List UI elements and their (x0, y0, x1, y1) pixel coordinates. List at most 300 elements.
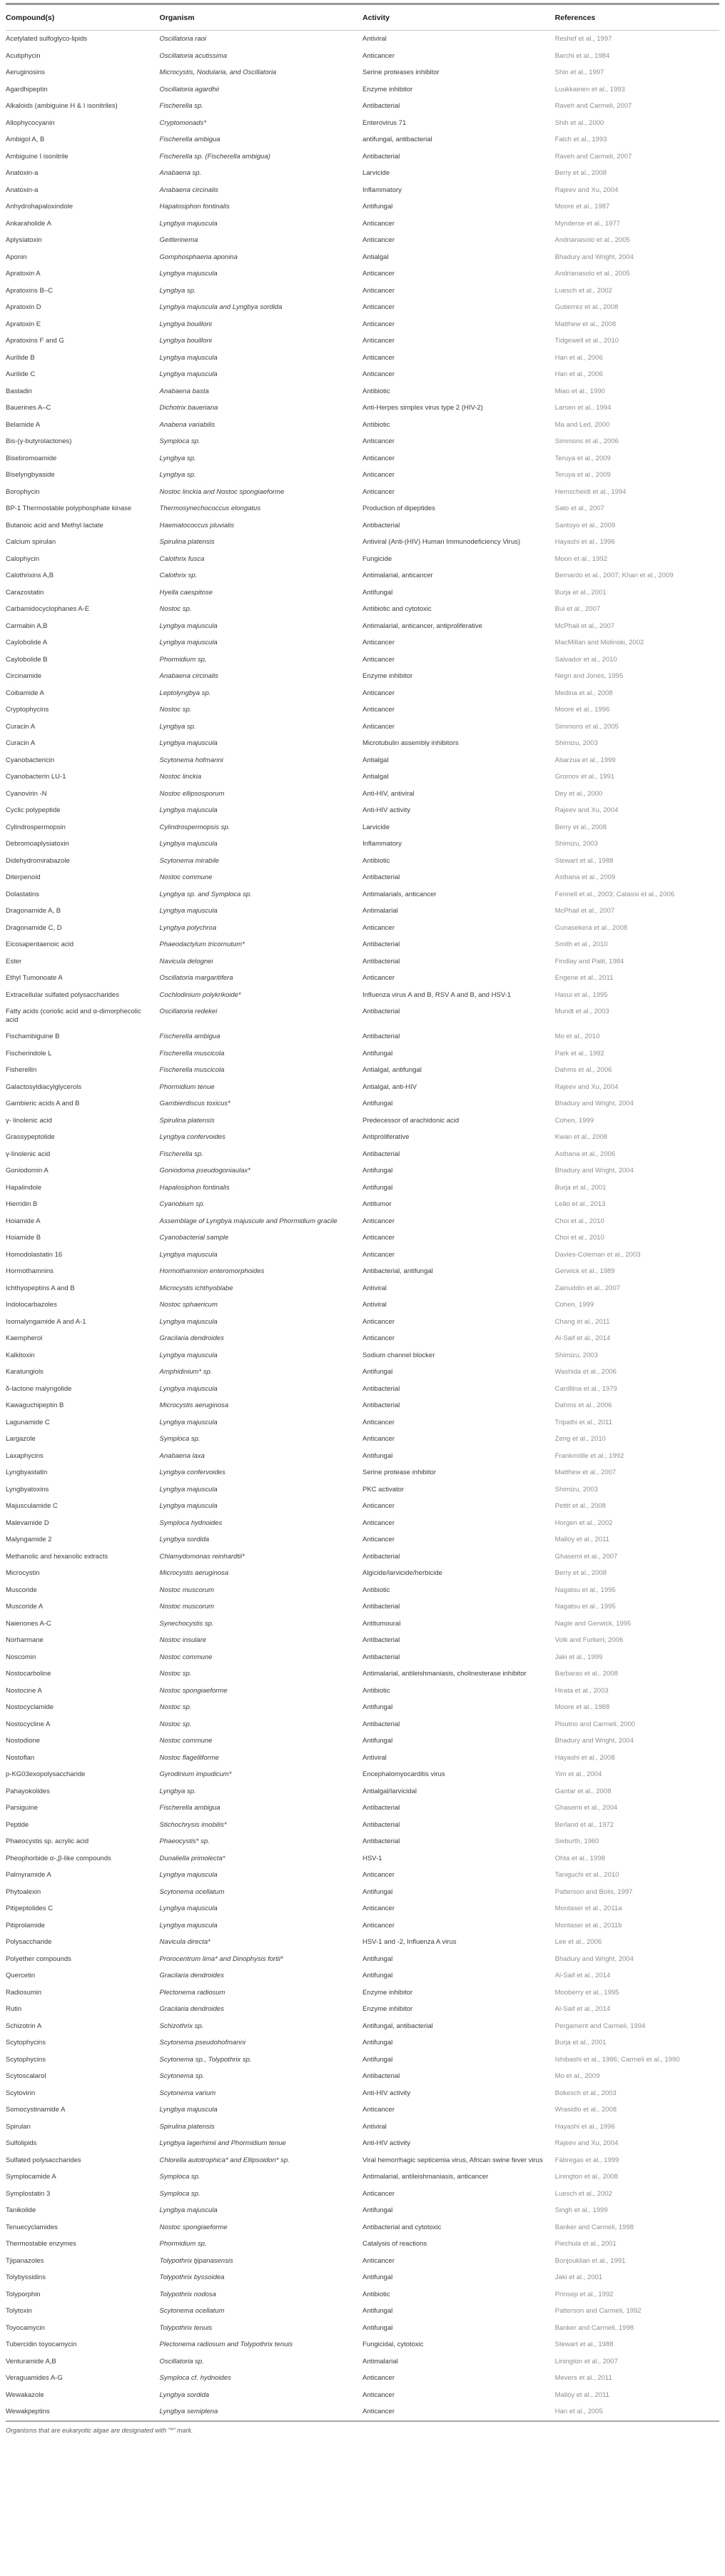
organism-cell: Lyngbya confervoides (159, 1133, 225, 1141)
activity-cell: Anticancer (362, 1435, 395, 1443)
organism-cell: Scytonema sp., Tolypothrix sp. (159, 2055, 252, 2064)
organism-cell: Fischerella sp. (159, 102, 203, 110)
organism-cell: Gracilaria dendroides (159, 1972, 224, 1979)
compound-cell: Belamide A (6, 420, 41, 429)
organism-cell: Nostoc sp. (159, 706, 192, 714)
activity-cell: Fungicidal, cytotoxic (362, 2341, 424, 2348)
compound-cell: p-KG03exopolysaccharide (6, 1770, 86, 1778)
organism-cell: Hormothamnion enteromorphoides (159, 1267, 265, 1275)
reference-cell: Miao et al., 1990 (554, 387, 605, 395)
organism-cell: Lyngbya majuscula (159, 639, 218, 646)
organism-cell: Lyngbya semiplena (159, 2408, 218, 2415)
reference-cell: Gantar et al., 2008 (554, 1787, 612, 1795)
organism-cell: Anabaena basta (159, 387, 209, 395)
compound-cell: Anatoxin-a (6, 169, 39, 177)
compound-cell: Majusculamide C (6, 1502, 58, 1510)
activity-cell: Antibacterial (362, 2072, 400, 2080)
reference-cell: Bhadury and Wright, 2004 (554, 253, 634, 261)
reference-cell: Zeng et al., 2010 (554, 1435, 606, 1443)
col-header-activity: Activity (362, 4, 555, 31)
activity-cell: Antibacterial, antifungal (362, 1267, 433, 1275)
organism-cell: Oscillatoria acutissima (159, 51, 228, 60)
reference-cell: Santoyo et al., 2009 (554, 521, 616, 529)
organism-cell: Lyngbya majuscula and Lyngbya sordida (159, 303, 283, 311)
organism-cell: Stichochrysis imobilis* (159, 1820, 227, 1829)
organism-cell: Symploca sp. (159, 2189, 201, 2198)
table-row (6, 1314, 719, 1331)
organism-cell: Plectonema radiosum (159, 1988, 225, 1997)
table-row (6, 701, 719, 719)
compound-cell: Biselyngbyaside (6, 471, 55, 479)
organism-cell: Microcystis ichthyoblabe (159, 1284, 233, 1292)
activity-cell: Sodium channel blocker (362, 1351, 435, 1359)
organism-cell: Nostoc linckia (159, 773, 202, 781)
organism-cell: Lyngbya bouilloni (159, 337, 212, 345)
organism-cell: Symploca sp. (159, 2173, 201, 2181)
table-row (6, 283, 719, 300)
compound-cell: Microcystin (6, 1569, 40, 1577)
activity-cell: Antibiotic (362, 856, 390, 865)
organism-cell: Cochlodinium polykrikoide* (159, 990, 241, 999)
compound-cell: Tenuecyclamides (6, 2223, 58, 2231)
reference-cell: Dahms et al., 2006 (554, 1401, 612, 1409)
reference-cell: Tripathi et al., 2011 (554, 1418, 612, 1426)
activity-cell: Antibacterial (362, 1552, 400, 1561)
reference-cell: Malloy et al., 2011 (554, 2390, 610, 2399)
activity-cell: Antimalarial, anticancer (362, 572, 433, 579)
reference-cell: Mo et al., 2009 (554, 2072, 600, 2080)
activity-cell: Antifungal (362, 1183, 393, 1192)
activity-cell: Antitumor (362, 1200, 392, 1208)
table-row (6, 98, 719, 115)
table-row (6, 1146, 719, 1163)
organism-cell: Oscillatoria redekei (159, 1008, 218, 1015)
compound-cell: γ-linolenic acid (6, 1150, 51, 1158)
organism-cell: Nostoc sp. (159, 1720, 192, 1728)
organism-cell: Lyngbya sp. (159, 471, 196, 479)
activity-cell: Antifungal (362, 1451, 393, 1460)
organism-cell: Anabaena circinalis (159, 186, 218, 194)
compound-cell: Cyclic polypeptide (6, 806, 61, 814)
compound-cell: Extracellular sulfated polysaccharides (6, 990, 119, 999)
reference-cell: Hirata et al., 2003 (554, 1686, 609, 1695)
compound-cell: Diterpenoid (6, 873, 41, 881)
table-row (6, 769, 719, 786)
activity-cell: Anti-Herpes simplex virus type 2 (HIV-2) (362, 404, 483, 412)
table-row (6, 517, 719, 534)
activity-cell: Antifungal (362, 2323, 393, 2332)
table-row (6, 1498, 719, 1515)
organism-cell: Chlorella autotrophica* and Ellipsoidon* sp. (159, 2156, 290, 2164)
table-row (6, 2320, 719, 2337)
compound-cell: Carbamidocyclophanes A-E (6, 605, 90, 613)
reference-cell: Engene et al., 2011 (554, 974, 614, 982)
table-row (6, 953, 719, 970)
reference-cell: Ohta et al., 1998 (554, 1854, 605, 1862)
table-row (6, 1967, 719, 1984)
table-row (6, 1649, 719, 1666)
organism-cell: Lyngbya confervoides (159, 1469, 225, 1476)
compound-cell: Gambieric acids A and B (6, 1100, 80, 1107)
reference-cell: Burja et al., 2001 (554, 588, 607, 597)
reference-cell: Gunasekera et al., 2008 (554, 923, 628, 932)
organism-cell: Goniodoma pseudogoniaulax* (159, 1167, 250, 1175)
organism-cell: Lyngbya majuscula (159, 1485, 218, 1494)
reference-cell: Han et al., 2006 (554, 353, 603, 362)
table-row (6, 802, 719, 819)
organism-cell: Phaeocystis* sp. (159, 1837, 210, 1845)
activity-cell: Antibacterial (362, 1636, 400, 1644)
table-row (6, 1330, 719, 1347)
organism-cell: Lyngbya majuscula (159, 370, 218, 378)
activity-cell: Antibacterial (362, 940, 400, 948)
table-row (6, 634, 719, 651)
compound-cell: Fischambiguine B (6, 1033, 60, 1040)
activity-cell: antifungal, antibacterial (362, 136, 432, 143)
table-row (6, 1263, 719, 1280)
compound-cell: Sulfated polysaccharides (6, 2156, 81, 2164)
reference-cell: Teruya et al., 2009 (554, 471, 611, 479)
reference-cell: Simmons et al., 2005 (554, 722, 619, 731)
reference-cell: Mynderse et al., 1977 (554, 219, 621, 228)
compound-cell: Thermostable enzymes (6, 2240, 76, 2248)
table-row (6, 869, 719, 886)
organism-cell: Tolypothrix tjipanasensis (159, 2256, 233, 2265)
activity-cell: Larvicide (362, 823, 390, 831)
compound-cell: Anhydrohapaloxindole (6, 203, 73, 211)
organism-cell: Nostoc spongiaeforme (159, 1686, 228, 1695)
reference-cell: Montaser et al., 2011b (554, 1921, 622, 1930)
activity-cell: Antimalarial, antileishmaniasis, cholinesterase inhibitor (362, 1670, 527, 1678)
compound-cell: Apratoxin D (6, 303, 41, 311)
organism-cell: Symploca cf. hydnoides (159, 2374, 231, 2382)
compound-cell: Cylindrospermopsin (6, 823, 66, 831)
table-row (6, 567, 719, 584)
compound-cell: Palmyramide A (6, 1871, 51, 1879)
activity-cell: Antifungal (362, 588, 393, 597)
activity-cell: Influenza virus A and B, RSV A and B, and HSV-1 (362, 990, 512, 999)
activity-cell: Viral hemorrhagic septicemia virus, African swine fever virus (362, 2156, 543, 2164)
reference-cell: Ma and Led, 2000 (554, 420, 610, 429)
compound-cell: Toyocamycin (6, 2323, 45, 2332)
organism-cell: Navicula directa* (159, 1938, 211, 1946)
reference-cell: Luukkainen et al., 1993 (554, 85, 625, 93)
organism-cell: Scytonema mirabile (159, 856, 219, 865)
organism-cell: Calothrix fusca (159, 554, 205, 563)
compound-cell: Cryptophycins (6, 706, 49, 714)
table-row (6, 1833, 719, 1850)
compound-cell: Aponin (6, 253, 27, 261)
compound-cell: Norharmane (6, 1636, 44, 1644)
activity-cell: Antiproliferative (362, 1133, 410, 1141)
reference-cell: Bhadury and Wright, 2004 (554, 1167, 634, 1175)
compound-cell: Karatungiols (6, 1368, 44, 1376)
compound-cell: Curacin A (6, 739, 36, 747)
organism-cell: Oscillatoria sp. (159, 2357, 204, 2365)
organism-cell: Cyanobacterial sample (159, 1234, 229, 1242)
reference-cell: Moore et al., 1987 (554, 203, 610, 211)
compound-cell: Ambigol A, B (6, 136, 45, 143)
activity-cell: Antialgal (362, 756, 389, 764)
activity-cell: Antifungal (362, 1368, 393, 1376)
activity-cell: Antifungal (362, 1100, 393, 1107)
table-row (6, 1783, 719, 1800)
activity-cell: Anticancer (362, 337, 395, 345)
compound-cell: Wewakazole (6, 2390, 44, 2399)
activity-cell: Antiviral (362, 1753, 387, 1762)
reference-cell: Volk and Furkert, 2006 (554, 1636, 624, 1644)
table-row (6, 1003, 719, 1028)
organism-cell: Lyngbya bouilloni (159, 320, 212, 328)
reference-cell: Piechula et al., 2001 (554, 2240, 617, 2248)
reference-cell: Asthana et al., 2006 (554, 1150, 616, 1158)
compound-cell: Ambiguine I isonitrile (6, 152, 69, 161)
table-row (6, 786, 719, 803)
compound-cell: Eicosapentaenoic acid (6, 940, 74, 948)
activity-cell: Anticancer (362, 2189, 395, 2198)
table-row (6, 1850, 719, 1867)
table-row (6, 752, 719, 769)
compound-cell: Borophycin (6, 487, 40, 496)
organism-cell: Scytonema ocellatum (159, 1887, 225, 1896)
activity-cell: Anticancer (362, 1334, 395, 1342)
reference-cell: Gromov et al., 1991 (554, 773, 615, 781)
compound-cell: Symplostatin 3 (6, 2189, 51, 2198)
compound-cell: Naienones A-C (6, 1619, 51, 1628)
table-row (6, 886, 719, 903)
table-row (6, 2186, 719, 2203)
col-header-references: References (555, 4, 719, 31)
reference-cell: Rajeev and Xu, 2004 (554, 186, 619, 194)
organism-cell: Nostoc spongiaeforme (159, 2223, 228, 2231)
organism-cell: Tolypothrix tenuis (159, 2323, 213, 2332)
compound-cell: Kawaguchipeptin B (6, 1401, 64, 1409)
reference-cell: Berland et al., 1972 (554, 1820, 614, 1829)
table-row (6, 2001, 719, 2018)
table-row (6, 2018, 719, 2035)
compound-cell: Scytoscalarol (6, 2072, 46, 2080)
reference-cell: Washida et al., 2006 (554, 1368, 617, 1376)
organism-cell: Lyngbya sp. (159, 1787, 196, 1795)
table-row (6, 1028, 719, 1045)
compound-cell: Tolyporphin (6, 2290, 41, 2298)
compound-cell: Polyether compounds (6, 1954, 71, 1963)
compound-cell: Sulfolipids (6, 2139, 37, 2147)
organism-cell: Prorocentrum lima* and Dinophysis fortii* (159, 1954, 283, 1963)
table-row (6, 350, 719, 367)
activity-cell: Antibacterial (362, 102, 400, 110)
table-row (6, 1045, 719, 1063)
table-row (6, 198, 719, 215)
activity-cell: Anti-HIV, antiviral (362, 789, 415, 798)
table-row (6, 1297, 719, 1314)
organism-cell: Lyngbya majuscula (159, 1317, 218, 1326)
organism-cell: Tolypothrix nodosa (159, 2290, 216, 2298)
compound-cell: Cyanobacterin LU-1 (6, 773, 66, 781)
activity-cell: Antibacterial and cytotoxic (362, 2223, 442, 2231)
compound-cell: Aeruginosins (6, 69, 45, 76)
activity-cell: Anticancer (362, 270, 395, 278)
activity-cell: Enzyme inhibitor (362, 85, 413, 93)
activity-cell: Anticancer (362, 454, 395, 462)
activity-cell: Antialgal, antifungal (362, 1066, 422, 1074)
organism-cell: Lyngbya polychroa (159, 923, 217, 932)
activity-cell: Antialgal (362, 773, 389, 781)
reference-cell: Falch et al., 1993 (554, 136, 607, 143)
activity-cell: Enzyme inhibitor (362, 2005, 413, 2013)
organism-cell: Gracilaria dendroides (159, 1334, 224, 1342)
reference-cell: Rajeev and Xu, 2004 (554, 806, 619, 814)
organism-cell: Lyngbya majuscula (159, 219, 218, 228)
compound-cell: Phaeocystis sp. acrylic acid (6, 1837, 89, 1845)
activity-cell: Antifungal (362, 2039, 393, 2047)
organism-cell: Lyngbya majuscula (159, 1351, 218, 1359)
reference-cell: Rajeev and Xu, 2004 (554, 1082, 619, 1091)
compounds-table (6, 3, 719, 2422)
organism-cell: Lyngbya majuscula (159, 270, 218, 278)
reference-cell: Al-Saif et al., 2014 (554, 1972, 611, 1979)
organism-cell: Lyngbya majuscula (159, 840, 218, 848)
organism-cell: Fischerella sp. (Fischerella ambigua) (159, 152, 270, 161)
table-row (6, 182, 719, 199)
reference-cell: MacMillan and Molinski, 2002 (554, 639, 644, 646)
activity-cell: Antibiotic (362, 1686, 390, 1695)
reference-cell: Reshef et al., 1997 (554, 35, 612, 43)
compound-cell: Agardhipeptin (6, 85, 48, 93)
table-row (6, 1733, 719, 1750)
reference-cell: Rajeev and Xu, 2004 (554, 2139, 619, 2147)
organism-cell: Haematococcus pluvialis (159, 521, 235, 529)
table-row (6, 1951, 719, 1968)
activity-cell: Anticancer (362, 1536, 395, 1543)
activity-cell: Anticancer (362, 1905, 395, 1912)
reference-cell: Mooberry et al., 1995 (554, 1988, 619, 1997)
activity-cell: Antitumoural (362, 1619, 401, 1628)
organism-cell: Hyella caespitose (159, 588, 213, 597)
compound-cell: Tolybyssidins (6, 2273, 46, 2281)
activity-cell: Anticancer (362, 437, 395, 445)
reference-cell: Choi et al., 2010 (554, 1234, 604, 1242)
organism-cell: Nostoc sphaericum (159, 1301, 218, 1309)
compound-cell: Hapalindole (6, 1183, 42, 1192)
activity-cell: Antimalarial, anticancer, antiproliferative (362, 622, 482, 630)
reference-cell: Al-Saif et al., 2014 (554, 1334, 611, 1342)
organism-cell: Oscillatoria margaritifera (159, 974, 233, 982)
table-row (6, 1247, 719, 1264)
organism-cell: Microcystis aeruginosa (159, 1569, 229, 1577)
activity-cell: Anticancer (362, 1234, 395, 1242)
compound-cell: Muscoride A (6, 1603, 44, 1611)
activity-cell: Anticancer (362, 655, 395, 664)
table-row (6, 2370, 719, 2387)
compound-cell: δ-lactone malyngolide (6, 1384, 72, 1393)
table-row (6, 987, 719, 1004)
reference-cell: Matthew et al., 2008 (554, 320, 617, 328)
reference-cell: Moore et al., 1988 (554, 1703, 610, 1711)
activity-cell: Anti-HIV activity (362, 2089, 411, 2097)
activity-cell: Antibacterial (362, 1820, 400, 1829)
reference-cell: Horgen et al., 2002 (554, 1518, 613, 1527)
organism-cell: Microcystis aeruginosa (159, 1401, 229, 1409)
table-row (6, 1414, 719, 1431)
compound-cell: Curacin A (6, 722, 36, 731)
organism-cell: Anabaena sp. (159, 169, 202, 177)
table-row (6, 1699, 719, 1716)
organism-cell: Cylindrospermopsis sp. (159, 823, 230, 831)
table-row (6, 1347, 719, 1364)
compound-cell: Cyanovirin -N (6, 789, 47, 798)
activity-cell: Antifungal (362, 2206, 393, 2214)
reference-cell: Berry et al., 2008 (554, 823, 607, 831)
activity-cell: Anticancer (362, 2390, 395, 2399)
compound-cell: Acetylated sulfoglyco-lipids (6, 35, 88, 43)
organism-cell: Lyngbya sp. and Symploca sp. (159, 890, 252, 898)
activity-cell: Anti-HIV activity (362, 2139, 411, 2147)
organism-cell: Lyngbya majuscula (159, 1905, 218, 1912)
reference-cell: Mundt et al., 2003 (554, 1008, 609, 1015)
compound-cell: Calophycin (6, 554, 39, 563)
activity-cell: Anticancer (362, 303, 395, 311)
table-row (6, 1213, 719, 1230)
organism-cell: Lyngbya majuscula (159, 2206, 218, 2214)
reference-cell: Sato et al., 2007 (554, 504, 604, 512)
table-row (6, 1397, 719, 1414)
compound-cell: Aurilide C (6, 370, 36, 378)
reference-cell: Prinsep et al., 1992 (554, 2290, 614, 2298)
reference-cell: Luesch et al., 2002 (554, 2189, 612, 2198)
reference-cell: Bernardo et al., 2007; Khan et al., 2009 (554, 572, 674, 579)
activity-cell: Antibacterial (362, 1653, 400, 1661)
organism-cell: Lyngbya majuscula (159, 1871, 218, 1879)
organism-cell: Symploca sp. (159, 1435, 201, 1443)
reference-cell: Malloy et al., 2011 (554, 1536, 610, 1543)
compound-cell: Scytophycins (6, 2055, 46, 2064)
compound-cell: Parsiguine (6, 1804, 38, 1812)
activity-cell: Antiviral (362, 1301, 387, 1309)
table-row (6, 484, 719, 501)
compound-cell: Hoiamide B (6, 1234, 41, 1242)
table-row (6, 1867, 719, 1884)
reference-cell: Banker and Carmeli, 1998 (554, 2223, 634, 2231)
table-row (6, 601, 719, 618)
activity-cell: Antimalarial (362, 2357, 398, 2365)
organism-cell: Tolypothrix byssoidea (159, 2273, 225, 2281)
organism-cell: Oscillatoria agardhii (159, 85, 219, 93)
reference-cell: Negri and Jones, 1995 (554, 672, 624, 680)
activity-cell: Antifungal (362, 1954, 393, 1963)
activity-cell: Production of dipeptides (362, 504, 435, 512)
reference-cell: Zainuddin et al., 2007 (554, 1284, 621, 1292)
table-row (6, 64, 719, 81)
compound-cell: Isomalyngamide A and A-1 (6, 1317, 86, 1326)
reference-cell: Lee et al., 2006 (554, 1938, 602, 1946)
compound-cell: Muscoride (6, 1586, 37, 1594)
compound-cell: Carazostatin (6, 588, 44, 597)
organism-cell: Gomphosphaeria aponina (159, 253, 238, 261)
table-row (6, 903, 719, 920)
activity-cell: Serine protease inhibitor (362, 1469, 436, 1476)
reference-cell: Patterson and Carmeli, 1992 (554, 2307, 642, 2315)
activity-cell: Antibacterial (362, 957, 400, 965)
compound-cell: Tolytoxin (6, 2307, 32, 2315)
reference-cell: Andrianasolo et al., 2005 (554, 270, 630, 278)
organism-cell: Fischerella ambigua (159, 1033, 220, 1040)
organism-cell: Scytonema varium (159, 2089, 216, 2097)
organism-cell: Symploca sp. (159, 437, 201, 445)
reference-cell: Nagle and Gerwick, 1995 (554, 1619, 632, 1628)
activity-cell: Anticancer (362, 1317, 395, 1326)
reference-cell: Moore et al., 1996 (554, 706, 610, 714)
